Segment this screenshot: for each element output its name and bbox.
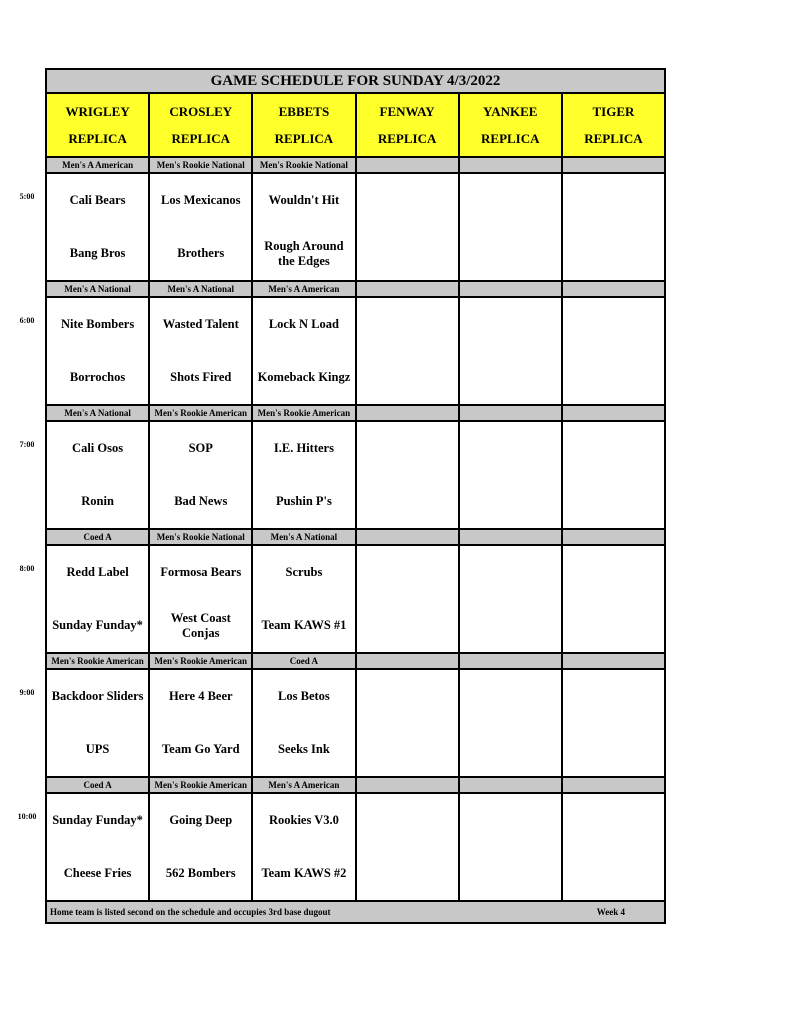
game-cell (357, 298, 460, 404)
home-team: Team KAWS #1 (261, 618, 347, 632)
home-team: West Coast Conjas (170, 610, 231, 640)
field-type: REPLICA (171, 130, 231, 146)
home-team (563, 351, 664, 404)
division-label (357, 282, 460, 296)
home-team (357, 723, 458, 776)
time-label: 6:00 (19, 316, 35, 325)
away-team: Cali Osos (72, 441, 124, 455)
division-label (563, 406, 664, 420)
away-team: Going Deep (169, 813, 233, 827)
field-header-row (47, 94, 664, 158)
game-cell (460, 794, 563, 900)
division-label (460, 158, 563, 172)
home-team (563, 723, 664, 776)
game-cell (47, 422, 150, 528)
home-team: Komeback Kingz (257, 370, 351, 384)
schedule-title: GAME SCHEDULE FOR SUNDAY 4/3/2022 (47, 70, 664, 94)
field-header-wrigley (47, 94, 150, 156)
division-label: Men's A American (253, 282, 356, 296)
division-label (460, 778, 563, 792)
field-name: EBBETS (278, 103, 330, 119)
field-name: CROSLEY (169, 103, 233, 119)
home-team: Ronin (81, 494, 114, 508)
away-team: Lock N Load (268, 317, 339, 331)
home-team (563, 847, 664, 900)
home-team: UPS (85, 742, 110, 756)
field-type: REPLICA (481, 130, 540, 146)
division-label: Coed A (47, 778, 150, 792)
game-cell (150, 298, 253, 404)
field-name: YANKEE (483, 103, 538, 119)
division-label (460, 530, 563, 544)
field-type: REPLICA (68, 130, 127, 146)
game-cell (47, 174, 150, 280)
division-label: Men's Rookie National (150, 530, 253, 544)
game-cell (253, 546, 356, 652)
away-team (357, 670, 458, 723)
field-header-tiger (563, 94, 664, 156)
game-cell (253, 670, 356, 776)
division-label (357, 530, 460, 544)
game-cell (460, 670, 563, 776)
division-label (357, 406, 460, 420)
footer-bar (47, 902, 664, 922)
away-team (563, 422, 664, 475)
division-label (357, 158, 460, 172)
game-cell (357, 174, 460, 280)
time-label: 10:00 (17, 812, 37, 821)
game-row (19, 546, 664, 654)
home-team (460, 847, 561, 900)
home-team: Cheese Fries (63, 866, 132, 880)
away-team (357, 174, 458, 227)
home-team (460, 475, 561, 528)
away-team: Rookies V3.0 (268, 813, 339, 827)
home-team: Brothers (177, 246, 225, 260)
game-cell (150, 670, 253, 776)
away-team: SOP (188, 441, 213, 455)
away-team: Formosa Bears (160, 565, 242, 579)
division-label: Men's A National (150, 282, 253, 296)
division-label: Men's A National (47, 406, 150, 420)
footer-note: Home team is listed second on the schedule and occupies 3rd base dugout (50, 907, 331, 917)
game-cell (47, 546, 150, 652)
home-team (357, 351, 458, 404)
home-team (357, 227, 458, 280)
away-team: Redd Label (66, 565, 129, 579)
game-cell (563, 794, 664, 900)
home-team: Rough Around the Edges (264, 238, 344, 268)
field-header-yankee (460, 94, 563, 156)
away-team (563, 174, 664, 227)
field-type: REPLICA (584, 130, 643, 146)
time-label: 5:00 (19, 192, 35, 201)
home-team: Shots Fired (170, 370, 232, 384)
home-team: 562 Bombers (165, 866, 236, 880)
game-row (19, 670, 664, 778)
division-label (563, 282, 664, 296)
away-team: Los Betos (278, 689, 330, 703)
game-cell (563, 670, 664, 776)
division-label: Men's Rookie National (253, 158, 356, 172)
division-row (47, 406, 664, 422)
field-header-ebbets (253, 94, 356, 156)
away-team: I.E. Hitters (273, 441, 334, 455)
away-team (563, 546, 664, 599)
game-cell (357, 670, 460, 776)
home-team (563, 227, 664, 280)
time-label: 7:00 (19, 440, 35, 449)
home-team (357, 475, 458, 528)
home-team: Pushin P's (275, 494, 332, 508)
away-team (357, 546, 458, 599)
game-cell (47, 670, 150, 776)
game-cell (460, 298, 563, 404)
division-label (460, 406, 563, 420)
away-team (460, 422, 561, 475)
division-label: Men's Rookie National (150, 158, 253, 172)
game-row (19, 298, 664, 406)
game-cell (460, 546, 563, 652)
schedule-body (17, 158, 664, 902)
division-row (47, 654, 664, 670)
home-team (460, 599, 561, 652)
game-cell (563, 546, 664, 652)
division-label (563, 158, 664, 172)
field-name: WRIGLEY (65, 103, 130, 119)
field-header-crosley (150, 94, 253, 156)
game-cell (150, 546, 253, 652)
home-team: Borrochos (69, 370, 126, 384)
away-team (563, 670, 664, 723)
division-label: Men's A National (253, 530, 356, 544)
field-name: TIGER (592, 103, 635, 119)
away-team (357, 298, 458, 351)
away-team: Wouldn't Hit (268, 193, 340, 207)
home-team: Bang Bros (69, 246, 126, 260)
home-team (563, 475, 664, 528)
game-cell (563, 422, 664, 528)
away-team: Backdoor Sliders (51, 689, 144, 703)
division-label (563, 778, 664, 792)
division-label: Men's Rookie American (150, 406, 253, 420)
away-team (460, 174, 561, 227)
home-team: Team Go Yard (161, 742, 240, 756)
game-cell (253, 794, 356, 900)
game-cell (357, 546, 460, 652)
time-label: 9:00 (19, 688, 35, 697)
game-cell (460, 174, 563, 280)
home-team: Bad News (174, 494, 228, 508)
field-type: REPLICA (377, 130, 437, 146)
division-label: Men's Rookie American (150, 778, 253, 792)
game-cell (150, 174, 253, 280)
division-label: Men's A National (47, 282, 150, 296)
home-team (460, 227, 561, 280)
division-label (357, 654, 460, 668)
field-name: FENWAY (379, 103, 435, 119)
game-cell (47, 794, 150, 900)
division-label: Coed A (47, 530, 150, 544)
time-label: 8:00 (19, 564, 35, 573)
division-label: Men's A American (253, 778, 356, 792)
game-cell (253, 174, 356, 280)
game-cell (357, 794, 460, 900)
away-team (460, 794, 561, 847)
division-label: Men's Rookie American (47, 654, 150, 668)
game-cell (253, 422, 356, 528)
home-team (563, 599, 664, 652)
away-team: Los Mexicanos (161, 193, 241, 207)
division-row (47, 778, 664, 794)
home-team (460, 351, 561, 404)
away-team: Scrubs (285, 565, 323, 579)
field-header-fenway (357, 94, 460, 156)
away-team (460, 670, 561, 723)
division-label (460, 654, 563, 668)
game-cell (47, 298, 150, 404)
away-team (563, 298, 664, 351)
division-label (563, 654, 664, 668)
home-team: Seeks Ink (278, 742, 330, 756)
game-row (19, 174, 664, 282)
away-team: Nite Bombers (60, 317, 135, 331)
division-label (563, 530, 664, 544)
division-label (460, 282, 563, 296)
field-type: REPLICA (274, 130, 334, 146)
division-label: Men's Rookie American (150, 654, 253, 668)
away-team (357, 422, 458, 475)
division-label: Men's A American (47, 158, 150, 172)
division-label: Coed A (253, 654, 356, 668)
away-team (460, 298, 561, 351)
away-team: Wasted Talent (162, 317, 239, 331)
home-team: Sunday Funday* (52, 618, 143, 632)
away-team: Cali Bears (69, 193, 126, 207)
game-cell (460, 422, 563, 528)
away-team (357, 794, 458, 847)
home-team (357, 847, 458, 900)
away-team: Here 4 Beer (168, 689, 233, 703)
game-cell (253, 298, 356, 404)
division-label (357, 778, 460, 792)
division-label: Men's Rookie American (253, 406, 356, 420)
home-team: Team KAWS #2 (261, 866, 347, 880)
division-row (47, 530, 664, 546)
game-cell (563, 174, 664, 280)
division-row (47, 158, 664, 174)
away-team: Sunday Funday* (52, 813, 143, 827)
schedule-sheet (17, 68, 666, 924)
home-team (357, 599, 458, 652)
game-row (17, 794, 664, 902)
division-row (47, 282, 664, 298)
week-label: Week 4 (596, 907, 625, 917)
away-team (563, 794, 664, 847)
game-row (19, 422, 664, 530)
game-cell (357, 422, 460, 528)
away-team (460, 546, 561, 599)
home-team (460, 723, 561, 776)
game-cell (150, 422, 253, 528)
game-cell (563, 298, 664, 404)
game-cell (150, 794, 253, 900)
